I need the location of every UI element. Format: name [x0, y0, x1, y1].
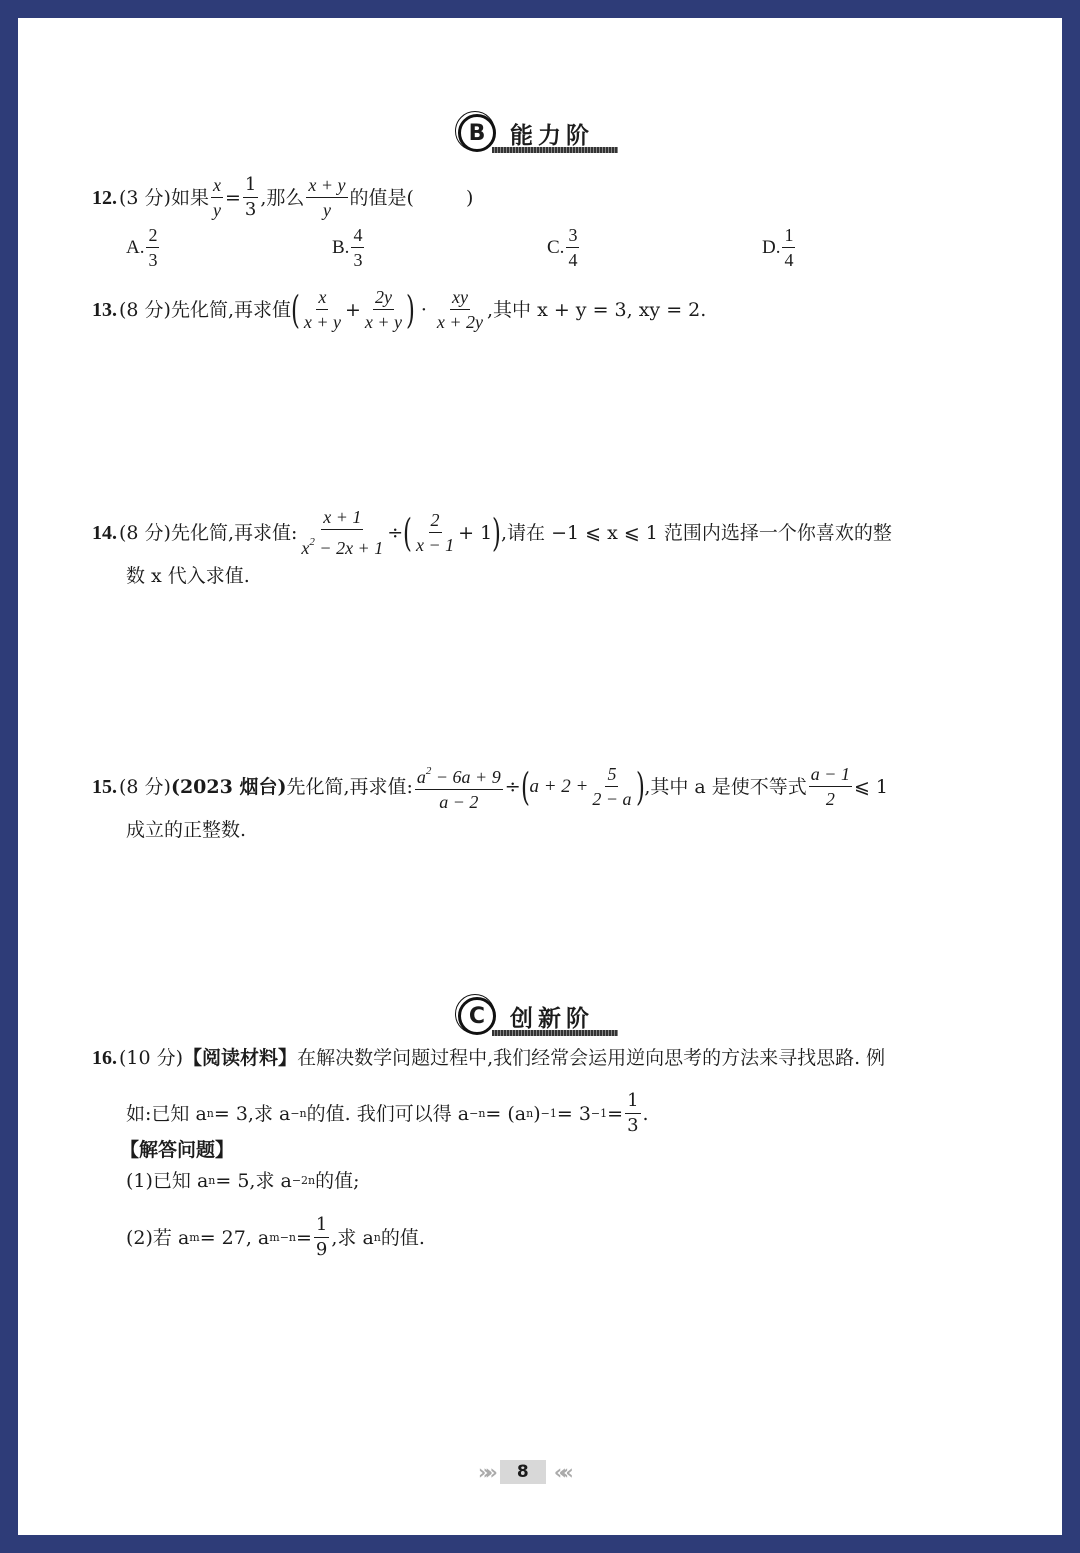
page-footer: [478, 1460, 568, 1484]
q16-answer-tag: 【解答问题】: [120, 1139, 235, 1161]
q14-text1: 先化简,再求值:: [170, 521, 298, 544]
q15-text1: 先化简,再求值:: [286, 775, 413, 798]
q14-lparen: (: [403, 510, 413, 555]
q15-div: ÷: [504, 775, 521, 798]
footer-right-chevrons: ««: [553, 1460, 568, 1484]
q16-part2-frac: $\frac{1}{9}$: [315, 1214, 328, 1260]
q12-frac3: $\frac{x + y}{y}$: [308, 175, 346, 220]
q12-option-a: A. $\frac{2}{3}$: [126, 225, 158, 270]
q15-frac2: $\frac{5}{2 - a}$: [592, 764, 632, 809]
q16-frac: $\frac{1}{3}$: [627, 1090, 639, 1136]
q14-div: ÷: [387, 521, 404, 544]
question-14: [92, 506, 892, 559]
section-c-badge: C: [458, 997, 496, 1035]
q16-part1: (1)已知 a n = 5,求 a −2n 的值;: [126, 1170, 360, 1192]
question-13: [92, 286, 706, 333]
q15-rparen: ): [635, 764, 645, 809]
q12-option-b: B. $\frac{4}{3}$: [332, 225, 363, 270]
q14-frac1: $\frac{x + 1}{x^2 - 2x + 1}$: [301, 507, 384, 558]
q12-text4: ): [465, 186, 474, 209]
q12-text3: 的值是(: [349, 186, 414, 209]
footer-left-chevrons: »»: [478, 1460, 492, 1484]
section-b-badge: B: [458, 114, 496, 152]
q15-frac3: $\frac{a - 1}{2}$: [810, 764, 850, 809]
q14-text2: ,请在 −1 ⩽ x ⩽ 1 范围内选择一个你喜欢的整: [501, 521, 892, 544]
q15-source: (2023 烟台): [170, 775, 287, 798]
section-c-header: [458, 997, 594, 1035]
q13-plus: +: [344, 298, 361, 321]
q16-score: (10 分): [119, 1047, 184, 1069]
q14-rparen: ): [492, 510, 502, 555]
q13-text2: ,其中 x + y = 3, xy = 2.: [487, 298, 707, 321]
worksheet-page: [18, 18, 1062, 1535]
page-number: 8: [500, 1460, 546, 1484]
q13-text1: 先化简,再求值: [170, 298, 292, 321]
section-c-title: 创新阶: [510, 1005, 594, 1032]
q12-text1: 如果: [170, 186, 209, 209]
q12-frac2: $\frac{1}{3}$: [244, 174, 257, 220]
q15-lparen: (: [520, 764, 530, 809]
q14-plus1: + 1: [458, 521, 493, 544]
q14-line2: 数 x 代入求值.: [126, 565, 250, 587]
q13-frac1: $\frac{x}{x + y}$: [303, 287, 341, 332]
section-b-header: [458, 114, 594, 152]
q14-score: (8 分): [119, 521, 171, 544]
q12-frac1: $\frac{x}{y}$: [212, 175, 221, 220]
q13-score: (8 分): [119, 298, 171, 321]
q13-frac2: $\frac{2y}{x + y}$: [364, 287, 403, 332]
q15-frac1: $\frac{a^2 - 6a + 9}{a - 2}$: [415, 760, 503, 813]
q12-option-d: D. $\frac{1}{4}$: [762, 225, 794, 270]
q15-line2: 成立的正整数.: [126, 819, 247, 841]
question-12: [92, 174, 473, 221]
q12-number: 12.: [92, 186, 117, 209]
q15-number: 15.: [92, 775, 117, 798]
q16-tag: 【阅读材料】: [183, 1047, 298, 1069]
q16-part2: (2)若 a m = 27, a m−n = $\frac{1}{9}$ ,求 a n 的值.: [126, 1214, 425, 1260]
q12-text2: ,那么: [260, 186, 305, 209]
q15-text3: ⩽ 1: [853, 775, 889, 798]
q13-dot: ·: [420, 298, 427, 321]
q13-rparen: ): [405, 287, 415, 332]
question-16: [92, 1046, 885, 1070]
q15-score: (8 分): [119, 775, 171, 798]
q13-frac3: $\frac{xy}{x + 2y}$: [436, 287, 484, 332]
q16-line2: 如:已知 a n = 3,求 a −n 的值. 我们可以得 a −n = (a n ) −1 = 3 −1 = $\frac{1}{3}$ .: [126, 1090, 649, 1136]
q16-number: 16.: [92, 1047, 117, 1069]
q12-option-c: C. $\frac{3}{4}$: [547, 225, 578, 270]
q15-text2: ,其中 a 是使不等式: [644, 775, 807, 798]
q13-number: 13.: [92, 298, 117, 321]
q12-eq: =: [224, 186, 241, 209]
q12-score: (3 分): [119, 186, 171, 209]
question-15: [92, 760, 888, 813]
q14-number: 14.: [92, 521, 117, 544]
q13-lparen: (: [290, 287, 300, 332]
q14-frac2: $\frac{2}{x - 1}$: [415, 510, 455, 555]
section-b-title: 能力阶: [510, 122, 594, 149]
q15-inner: a + 2 +: [529, 775, 589, 797]
q16-text1: 在解决数学问题过程中,我们经常会运用逆向思考的方法来寻找思路. 例: [297, 1047, 886, 1069]
